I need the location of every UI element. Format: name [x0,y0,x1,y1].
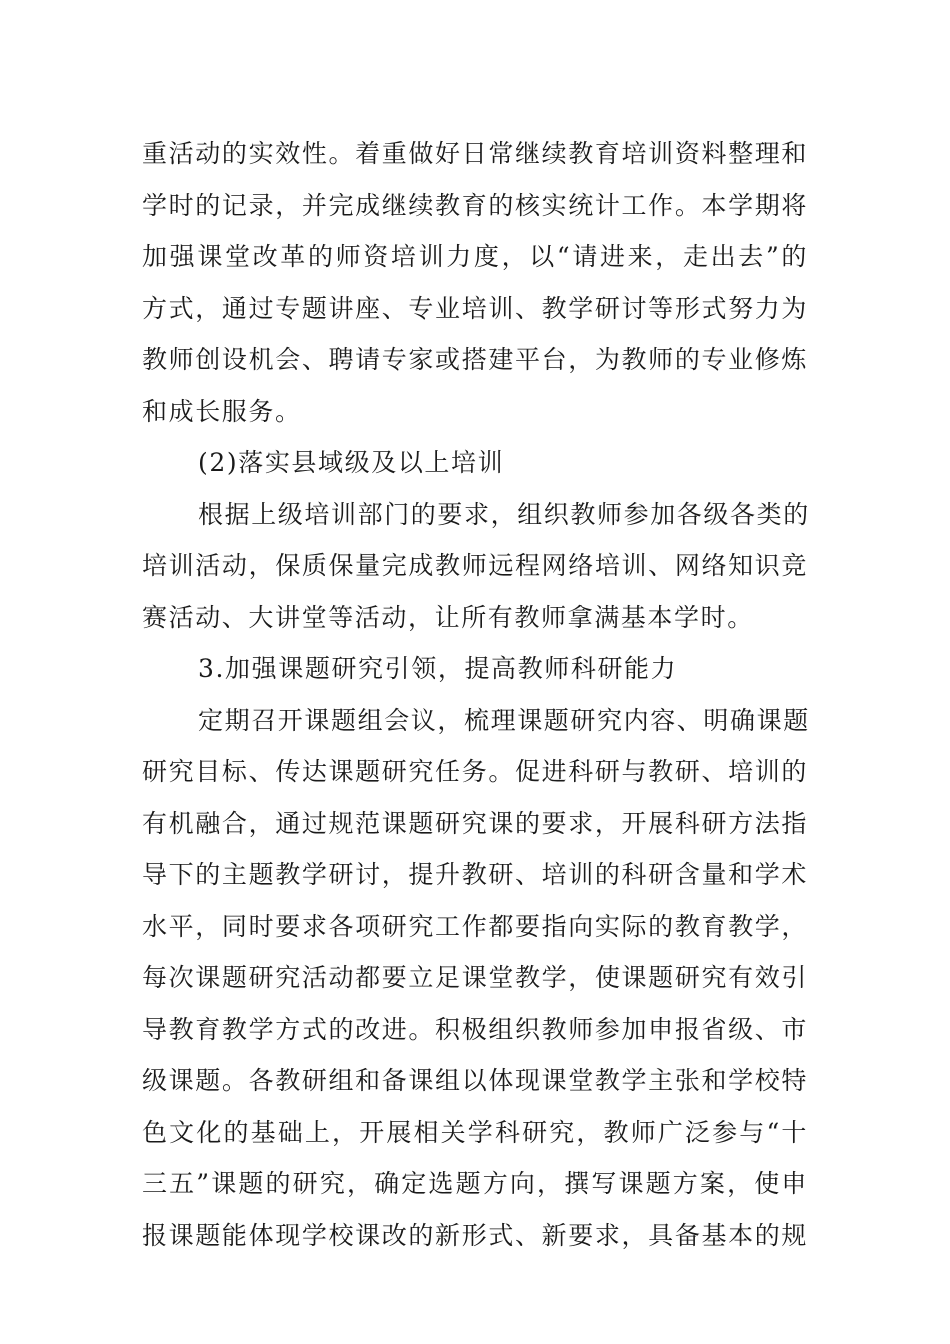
subheading-research [142,643,808,695]
text-line: 赛活动、大讲堂等活动，让所有教师拿满基本学时。 [142,602,754,632]
text-line: 有机融合，通过规范课题研究课的要求，开展科研方法指 [142,808,808,838]
text-line: 重活动的实效性。着重做好日常继续教育培训资料整理和 [142,139,808,168]
text-line: 三五”课题的研究，确定选题方向，撰写课题方案，使申 [142,1169,808,1198]
text-line: 每次课题研究活动都要立足课堂教学，使课题研究有效引 [142,963,808,992]
text-line: 水平，同时要求各项研究工作都要指向实际的教育教学， [142,911,808,941]
text-line: 级课题。各教研组和备课组以体现课堂教学主张和学校特 [142,1066,808,1095]
text-line: 和成长服务。 [142,396,302,426]
document-body [142,128,808,1261]
text-line: 教师创设机会、聘请专家或搭建平台，为教师的专业修炼 [142,345,808,374]
text-line: 学时的记录，并完成继续教育的核实统计工作。本学期将 [142,190,808,220]
text-line: 3.加强课题研究引领，提高教师科研能力 [198,654,678,683]
text-line: 培训活动，保质保量完成教师远程网络培训、网络知识竞 [142,551,808,580]
text-line: (2)落实县域级及以上培训 [198,448,505,477]
text-line: 导教育教学方式的改进。积极组织教师参加申报省级、市 [142,1014,808,1044]
text-line: 报课题能体现学校课改的新形式、新要求，具备基本的规 [142,1220,808,1250]
text-line: 研究目标、传达课题研究任务。促进科研与教研、培训的 [142,757,808,786]
paragraph-research [142,695,808,1262]
paragraph-training-records [142,128,808,437]
text-line: 根据上级培训部门的要求，组织教师参加各级各类的 [198,499,810,529]
text-line: 导下的主题教学研讨，提升教研、培训的科研含量和学术 [142,860,808,889]
text-line: 定期召开课题组会议，梳理课题研究内容、明确课题 [198,705,810,735]
text-line: 加强课堂改革的师资培训力度，以“请进来，走出去”的 [142,242,808,271]
paragraph-county-training [142,489,808,644]
subheading-county-training [142,437,808,489]
text-line: 色文化的基础上，开展相关学科研究，教师广泛参与“十 [142,1117,808,1147]
text-line: 方式，通过专题讲座、专业培训、教学研讨等形式努力为 [142,293,808,323]
